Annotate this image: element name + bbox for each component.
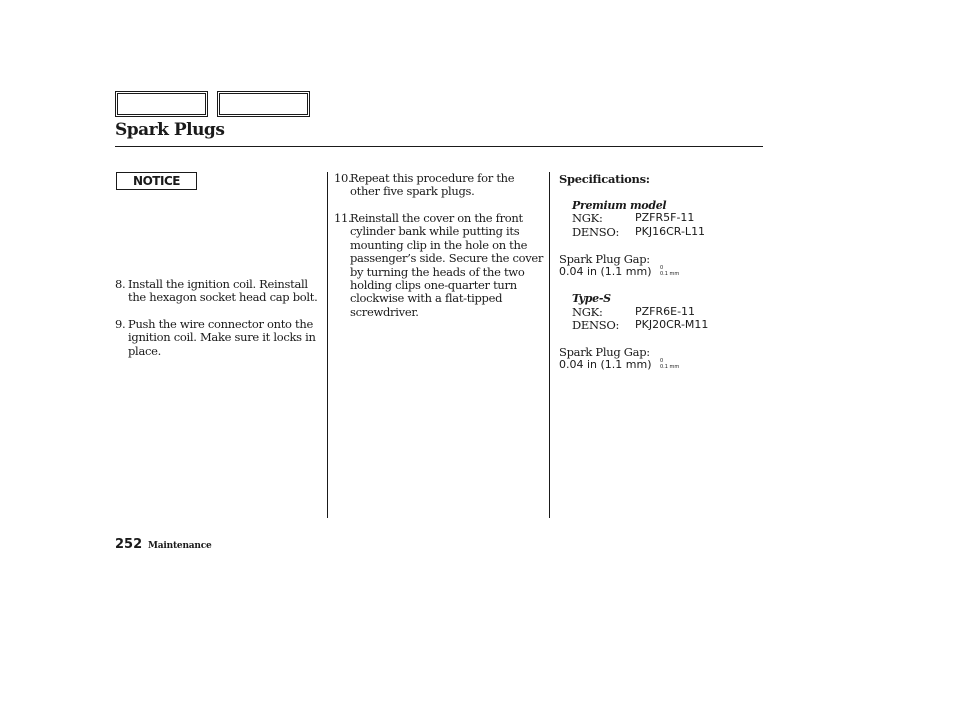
ngk-part-number: PZFR5F-11: [635, 211, 695, 224]
step-number: 11.: [334, 211, 352, 225]
notice-badge: NOTICE: [116, 172, 197, 190]
ngk-label: NGK:: [572, 305, 603, 319]
denso-label: DENSO:: [572, 318, 620, 332]
header-tab-box-right: [217, 91, 310, 117]
denso-part-number: PKJ20CR-M11: [635, 318, 709, 331]
model-name-premium: Premium model: [572, 199, 667, 212]
gap-tolerance-lower: 0.1 mm: [660, 271, 680, 277]
step-number: 10.: [334, 171, 352, 185]
ngk-label: NGK:: [572, 211, 603, 225]
gap-tolerance-lower: 0.1 mm: [660, 364, 680, 370]
step-8: [115, 278, 325, 305]
ngk-part-number: PZFR6E-11: [635, 305, 696, 318]
step-text: Reinstall the cover on the front cylinder bank while putting its mounting clip in the hole on the passenger’s side. Secure the cover by turning the heads of the two holding clips one-quarter turn clockwise with a flat-tipped screwdriver.: [350, 211, 544, 319]
spark-plug-gap-label: Spark Plug Gap:: [559, 345, 650, 359]
step-text: Repeat this procedure for the other five spark plugs.: [350, 171, 515, 199]
spark-plug-gap-value: 0.04 in (1.1 mm): [559, 265, 652, 278]
spark-plug-gap-label: Spark Plug Gap:: [559, 252, 650, 266]
step-number: 9.: [115, 317, 126, 331]
model-name-type-s: Type-S: [572, 292, 611, 305]
specifications-heading: Specifications:: [559, 172, 650, 186]
gap-tolerance-upper: 0: [660, 265, 664, 271]
page-number: 252: [115, 537, 143, 552]
column-divider-1: [327, 172, 328, 518]
step-text: Push the wire connector onto the ignition coil. Make sure it locks in place.: [128, 317, 316, 358]
step-11: [334, 212, 546, 319]
step-10: [334, 172, 546, 199]
page-title: Spark Plugs: [115, 120, 225, 140]
header-tab-box-left: [115, 91, 208, 117]
step-text: Install the ignition coil. Reinstall the hexagon socket head cap bolt.: [128, 277, 318, 305]
gap-tolerance-upper: 0: [660, 358, 664, 364]
denso-part-number: PKJ16CR-L11: [635, 225, 706, 238]
title-divider: [115, 146, 763, 147]
step-9: [115, 318, 325, 358]
column-divider-2: [549, 172, 550, 518]
spark-plug-gap-value: 0.04 in (1.1 mm): [559, 358, 652, 371]
denso-label: DENSO:: [572, 225, 620, 239]
section-name: Maintenance: [148, 541, 212, 551]
step-number: 8.: [115, 277, 126, 291]
